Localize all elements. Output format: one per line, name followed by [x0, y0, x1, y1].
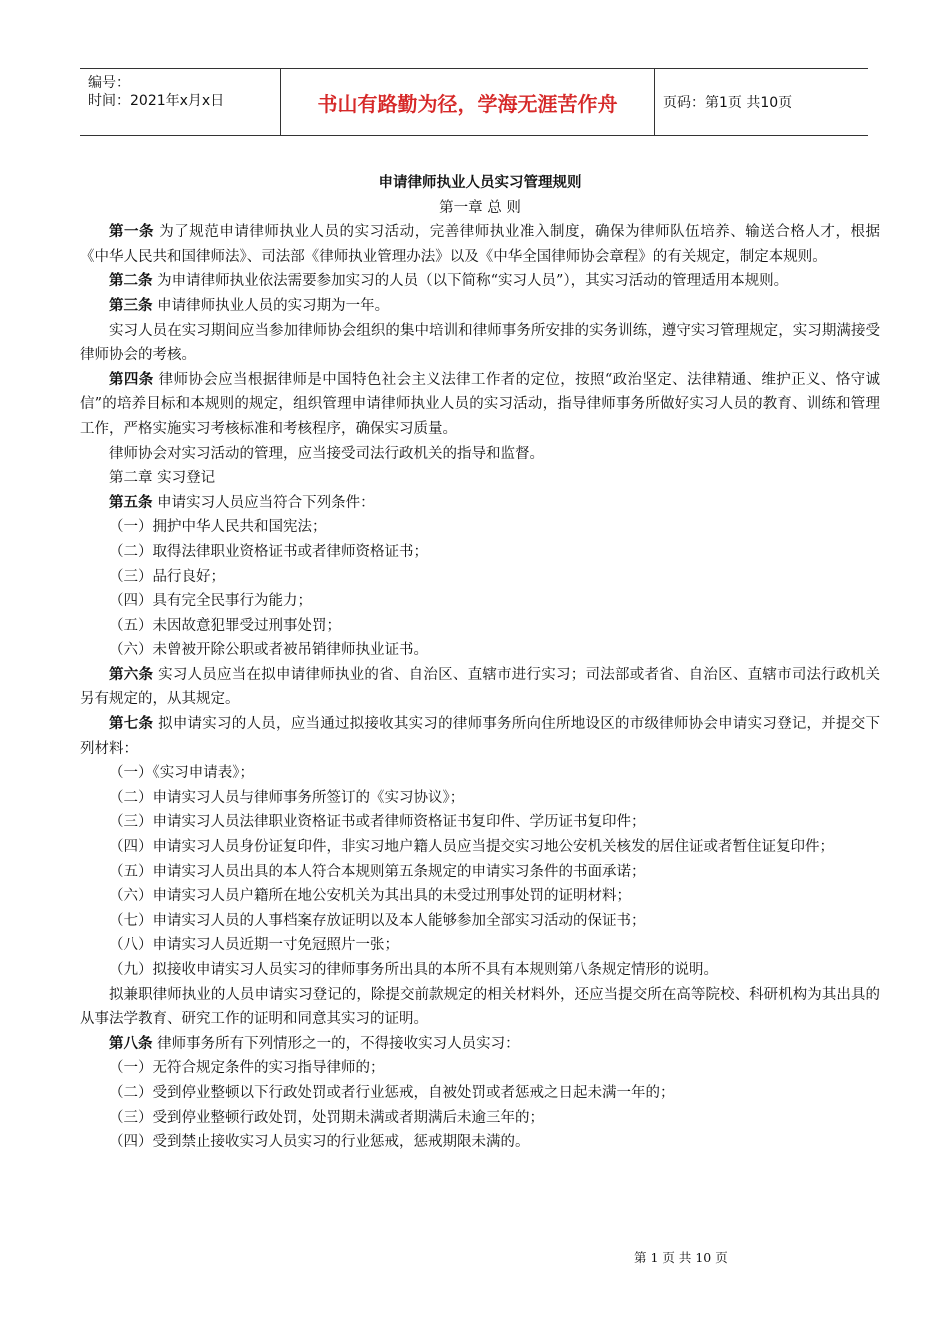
paragraph-text: （九）拟接收申请实习人员实习的律师事务所出具的本所不具有本规则第八条规定情形的说明。	[109, 962, 718, 978]
article-number: 第五条	[109, 494, 153, 511]
document-number: 编号：	[88, 75, 130, 91]
article-paragraph	[80, 663, 880, 712]
article-paragraph	[80, 368, 880, 442]
paragraph-text: 律师事务所有下列情形之一的，不得接收实习人员实习：	[157, 1035, 520, 1052]
header-page-code: 页码：第1页 共10页	[663, 95, 793, 111]
paragraph-text: （四）受到禁止接收实习人员实习的行业惩戒，惩戒期限未满的。	[109, 1134, 530, 1151]
paragraph-text: （三）申请实习人员法律职业资格证书或者律师资格证书复印件、学历证书复印件；	[109, 814, 646, 831]
paragraph-text: （三）受到停业整顿行政处罚，处罚期未满或者期满后未逾三年的；	[109, 1109, 544, 1126]
paragraph-text: （二）取得法律职业资格证书或者律师资格证书；	[109, 543, 428, 560]
paragraph-text: 申请实习人员应当符合下列条件：	[157, 494, 375, 511]
paragraph-text: 律师协会应当根据律师是中国特色社会主义法律工作者的定位，按照“政治坚定、法律精通、维护正义、恪守诚信”的培养目标和本规则的规定，组织管理申请律师执业人员的实习活动，指导律师事务所做好实习人员的教育、训练和管理工作，严格实施实习考核标准和考核程序，确保实习质量。	[80, 371, 880, 437]
paragraph-text: 实习人员在实习期间应当参加律师协会组织的集中培训和律师事务所安排的实务训练，遵守实习管理规定，实习期满接受律师协会的考核。	[80, 322, 880, 364]
paragraph	[80, 540, 880, 565]
paragraph-text: （五）申请实习人员出具的本人符合本规则第五条规定的申请实习条件的书面承诺；	[109, 863, 646, 880]
paragraph-text: （一）拥护中华人民共和国宪法；	[109, 519, 327, 536]
paragraph-text: 第二章 实习登记	[109, 470, 216, 487]
paragraph	[80, 1056, 880, 1081]
paragraph-text: 实习人员应当在拟申请律师执业的省、自治区、直辖市进行实习；司法部或者省、自治区、直辖市司法行政机关另有规定的，从其规定。	[80, 666, 881, 708]
paragraph-text: （六）申请实习人员户籍所在地公安机关为其出具的未受过刑事处罚的证明材料；	[109, 888, 631, 905]
paragraph-text: 律师协会对实习活动的管理，应当接受司法行政机关的指导和监督。	[109, 445, 544, 462]
article-number: 第三条	[109, 297, 153, 314]
paragraph	[80, 786, 880, 811]
paragraph-text: 为了规范申请律师执业人员的实习活动，完善律师执业准入制度，确保为律师队伍培养、输送合格人才，根据《中华人民共和国律师法》、司法部《律师执业管理办法》以及《中华全国律师协会章程》的有关规定，制定本规则。	[80, 224, 881, 265]
paragraph	[80, 319, 880, 368]
paragraph	[80, 884, 880, 909]
paragraph-text: （八）申请实习人员近期一寸免冠照片一张；	[109, 937, 399, 954]
article-paragraph	[80, 712, 880, 761]
page-footer: 第 1 页 共 10 页	[634, 1250, 728, 1265]
paragraph	[80, 1106, 880, 1131]
article-number: 第二条	[109, 273, 153, 290]
paragraph-text: （二）申请实习人员与律师事务所签订的《实习协议》；	[109, 789, 465, 806]
header-meta	[80, 69, 281, 135]
paragraph	[80, 761, 880, 786]
header-motto: 书山有路勤为径，学海无涯苦作舟	[281, 69, 655, 135]
article-paragraph	[80, 294, 880, 319]
paragraph	[80, 589, 880, 614]
paragraph	[80, 614, 880, 639]
article-number: 第六条	[109, 666, 154, 683]
article-paragraph	[80, 220, 880, 269]
paragraph	[80, 860, 880, 885]
paragraph-text: （一）《实习申请表》；	[109, 765, 254, 782]
paragraph-text: 为申请律师执业依法需要参加实习的人员（以下简称“实习人员”），其实习活动的管理适用本规则。	[157, 273, 789, 290]
document-body	[80, 171, 880, 1155]
document-title: 申请律师执业人员实习管理规则	[378, 175, 582, 191]
paragraph-text: （三）品行良好；	[109, 568, 225, 585]
paragraph-text: （六）未曾被开除公职或者被吊销律师执业证书。	[109, 642, 428, 659]
paragraph	[80, 515, 880, 540]
paragraph-text: （二）受到停业整顿以下行政处罚或者行业惩戒，自被处罚或者惩戒之日起未满一年的；	[109, 1084, 675, 1101]
paragraph	[80, 1130, 880, 1155]
article-list	[80, 220, 880, 1155]
article-number: 第七条	[109, 716, 154, 733]
paragraph	[80, 1081, 880, 1106]
paragraph-text: 拟申请实习的人员，应当通过拟接收其实习的律师事务所向住所地设区的市级律师协会申请实习登记，并提交下列材料：	[80, 716, 881, 757]
paragraph	[80, 983, 880, 1032]
paragraph	[80, 565, 880, 590]
article-number: 第四条	[109, 371, 154, 388]
paragraph-text: （一）无符合规定条件的实习指导律师的；	[109, 1060, 385, 1077]
chapter-heading: 第一章 总 则	[439, 199, 521, 216]
paragraph-text: 拟兼职律师执业的人员申请实习登记的，除提交前款规定的相关材料外，还应当提交所在高等院校、科研机构为其出具的从事法学教育、研究工作的证明和同意其实习的证明。	[80, 986, 880, 1028]
article-number: 第八条	[109, 1035, 153, 1052]
paragraph-text: （七）申请实习人员的人事档案存放证明以及本人能够参加全部实习活动的保证书；	[109, 912, 646, 929]
article-paragraph	[80, 269, 880, 294]
paragraph	[80, 958, 880, 983]
document-time: 时间：2021年x月x日	[88, 93, 225, 109]
paragraph-text: （五）未因故意犯罪受过刑事处罚；	[109, 617, 341, 634]
paragraph	[80, 835, 880, 860]
paragraph	[80, 466, 880, 491]
article-paragraph	[80, 491, 880, 516]
paragraph	[80, 810, 880, 835]
paragraph	[80, 933, 880, 958]
paragraph	[80, 442, 880, 467]
paragraph-text: 申请律师执业人员的实习期为一年。	[157, 297, 390, 314]
paragraph-text: （四）申请实习人员身份证复印件，非实习地户籍人员应当提交实习地公安机关核发的居住证或者暂住证复印件；	[109, 839, 834, 856]
paragraph	[80, 638, 880, 663]
paragraph	[80, 909, 880, 934]
page-header	[80, 68, 868, 136]
article-number: 第一条	[109, 224, 155, 241]
paragraph-text: （四）具有完全民事行为能力；	[109, 593, 312, 610]
article-paragraph	[80, 1032, 880, 1057]
